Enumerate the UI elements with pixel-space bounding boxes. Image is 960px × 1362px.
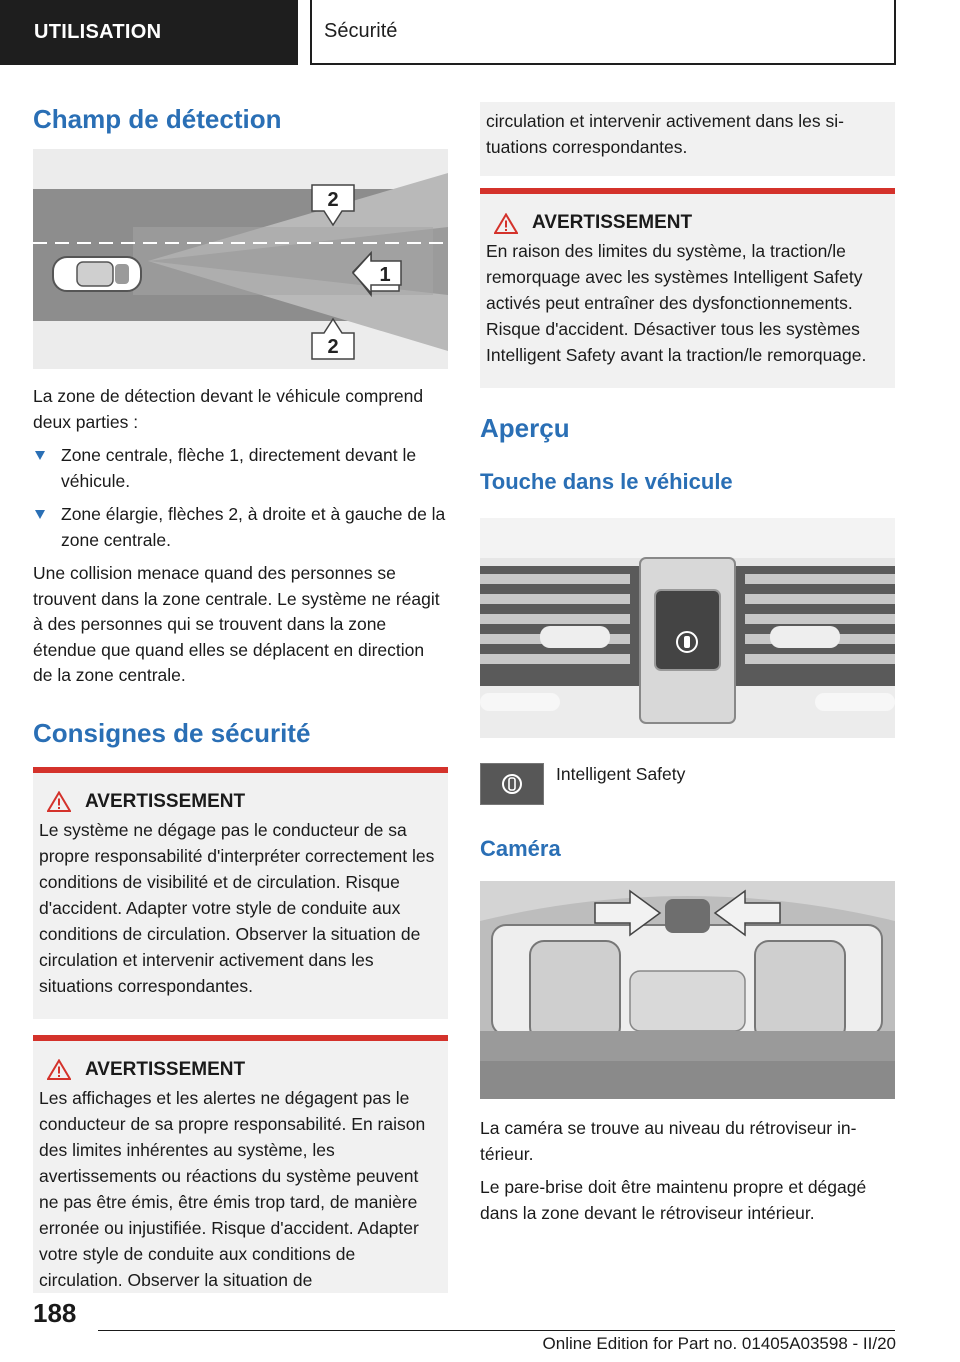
detection-intro: La zone de détection devant le véhicule comprend deux parties : xyxy=(33,386,424,432)
warning-continuation xyxy=(480,102,895,176)
triangle-bullet-icon xyxy=(35,510,45,519)
header-section: UTILISATION xyxy=(0,0,298,65)
edition-text: Online Edition for Part no. 01405A03598 - II/20 xyxy=(542,1334,896,1353)
header-divider xyxy=(310,0,312,65)
warning-triangle-icon xyxy=(494,213,518,234)
bullet-central-zone: Zone centrale, flèche 1, directement devant le véhicule. xyxy=(33,443,448,494)
warning-title: AVERTISSEMENT xyxy=(532,212,693,233)
right-column xyxy=(480,102,895,1226)
detection-diagram xyxy=(33,149,448,374)
camera-photo-svg xyxy=(480,881,895,1099)
car-icon xyxy=(53,257,141,291)
left-column xyxy=(33,95,448,1293)
header-topic: Sécurité xyxy=(310,0,896,65)
warning-triangle-icon xyxy=(47,1059,71,1080)
bullet-extended-zone: Zone élargie, flèches 2, à droite et à gauche de la zone centrale. xyxy=(33,502,448,553)
warning-text: Le système ne dégage pas le conducteur de sa propre responsabilité d'interpréter correctement les conditions de visibilité et de circulation. Risque d'accident. Adapter votre style de conduite aux conditions de circulation. Observer la situation de circulation et intervenir activement dans les situations correspondantes. xyxy=(39,819,435,996)
warning-box-1 xyxy=(33,767,448,1019)
button-section-title: Touche dans le véhicule xyxy=(480,469,733,494)
warning-box-3 xyxy=(480,188,895,388)
diagram-label-2-top: 2 xyxy=(327,189,339,211)
dashboard-button-photo-svg xyxy=(480,518,895,738)
camera-photo xyxy=(480,881,895,1104)
diagram-label-1: 1 xyxy=(379,264,391,286)
detection-diagram-svg xyxy=(33,149,448,369)
triangle-bullet-icon xyxy=(35,451,45,460)
safety-icon xyxy=(500,772,524,796)
warning-box-2 xyxy=(33,1035,448,1293)
intelligent-safety-button-icon xyxy=(480,763,544,805)
continuation-text: circulation et intervenir activement dans les situations correspondantes. xyxy=(486,111,844,157)
detection-title: Champ de détection xyxy=(33,104,282,134)
warning-title: AVERTISSEMENT xyxy=(85,790,246,812)
button-photo xyxy=(480,518,895,743)
collision-text: Une collision menace quand des personnes se trouvent dans la zone centrale. Le système ne réagit à des personnes qui se trouvent dans la zone étendue que quand elles se déplacent en direction de la zone centrale. xyxy=(33,563,440,685)
camera-text-2: Le pare-brise doit être maintenu propre et dégagé dans la zone devant le rétroviseur intérieur. xyxy=(480,1177,867,1223)
warning-text: En raison des limites du système, la traction/le remorquage avec les systèmes Intelligent Safety activés peut entraîner des dysfonctionnements. Risque d'accident. Désactiver tous les systèmes Intelligent Safety avant la traction/le remorquage. xyxy=(486,241,867,365)
camera-text-1: La caméra se trouve au niveau du rétroviseur intérieur. xyxy=(480,1118,857,1164)
detection-bullets xyxy=(33,443,448,553)
intelligent-safety-row xyxy=(480,763,895,805)
footer-rule xyxy=(98,1330,895,1331)
camera-title: Caméra xyxy=(480,836,561,861)
intelligent-safety-label: Intelligent Safety xyxy=(556,764,686,784)
warning-title: AVERTISSEMENT xyxy=(85,1058,246,1080)
overview-title: Aperçu xyxy=(480,413,570,443)
diagram-label-2-bottom: 2 xyxy=(327,336,339,358)
warning-text: Les affichages et les alertes ne dégagent pas le conducteur de sa propre responsabilité. En raison des limites inhérentes au système, les avertissements ou réactions du système peuvent ne pas être émis, être émis trop tard, de manière erronée ou injustifiée. Risque d'accident. Adapter votre style de conduite aux conditions de circulation. Observer la situation de xyxy=(39,1087,426,1290)
safety-title: Consignes de sécurité xyxy=(33,717,311,748)
page-number: 188 xyxy=(33,1298,77,1328)
warning-triangle-icon xyxy=(47,791,71,812)
